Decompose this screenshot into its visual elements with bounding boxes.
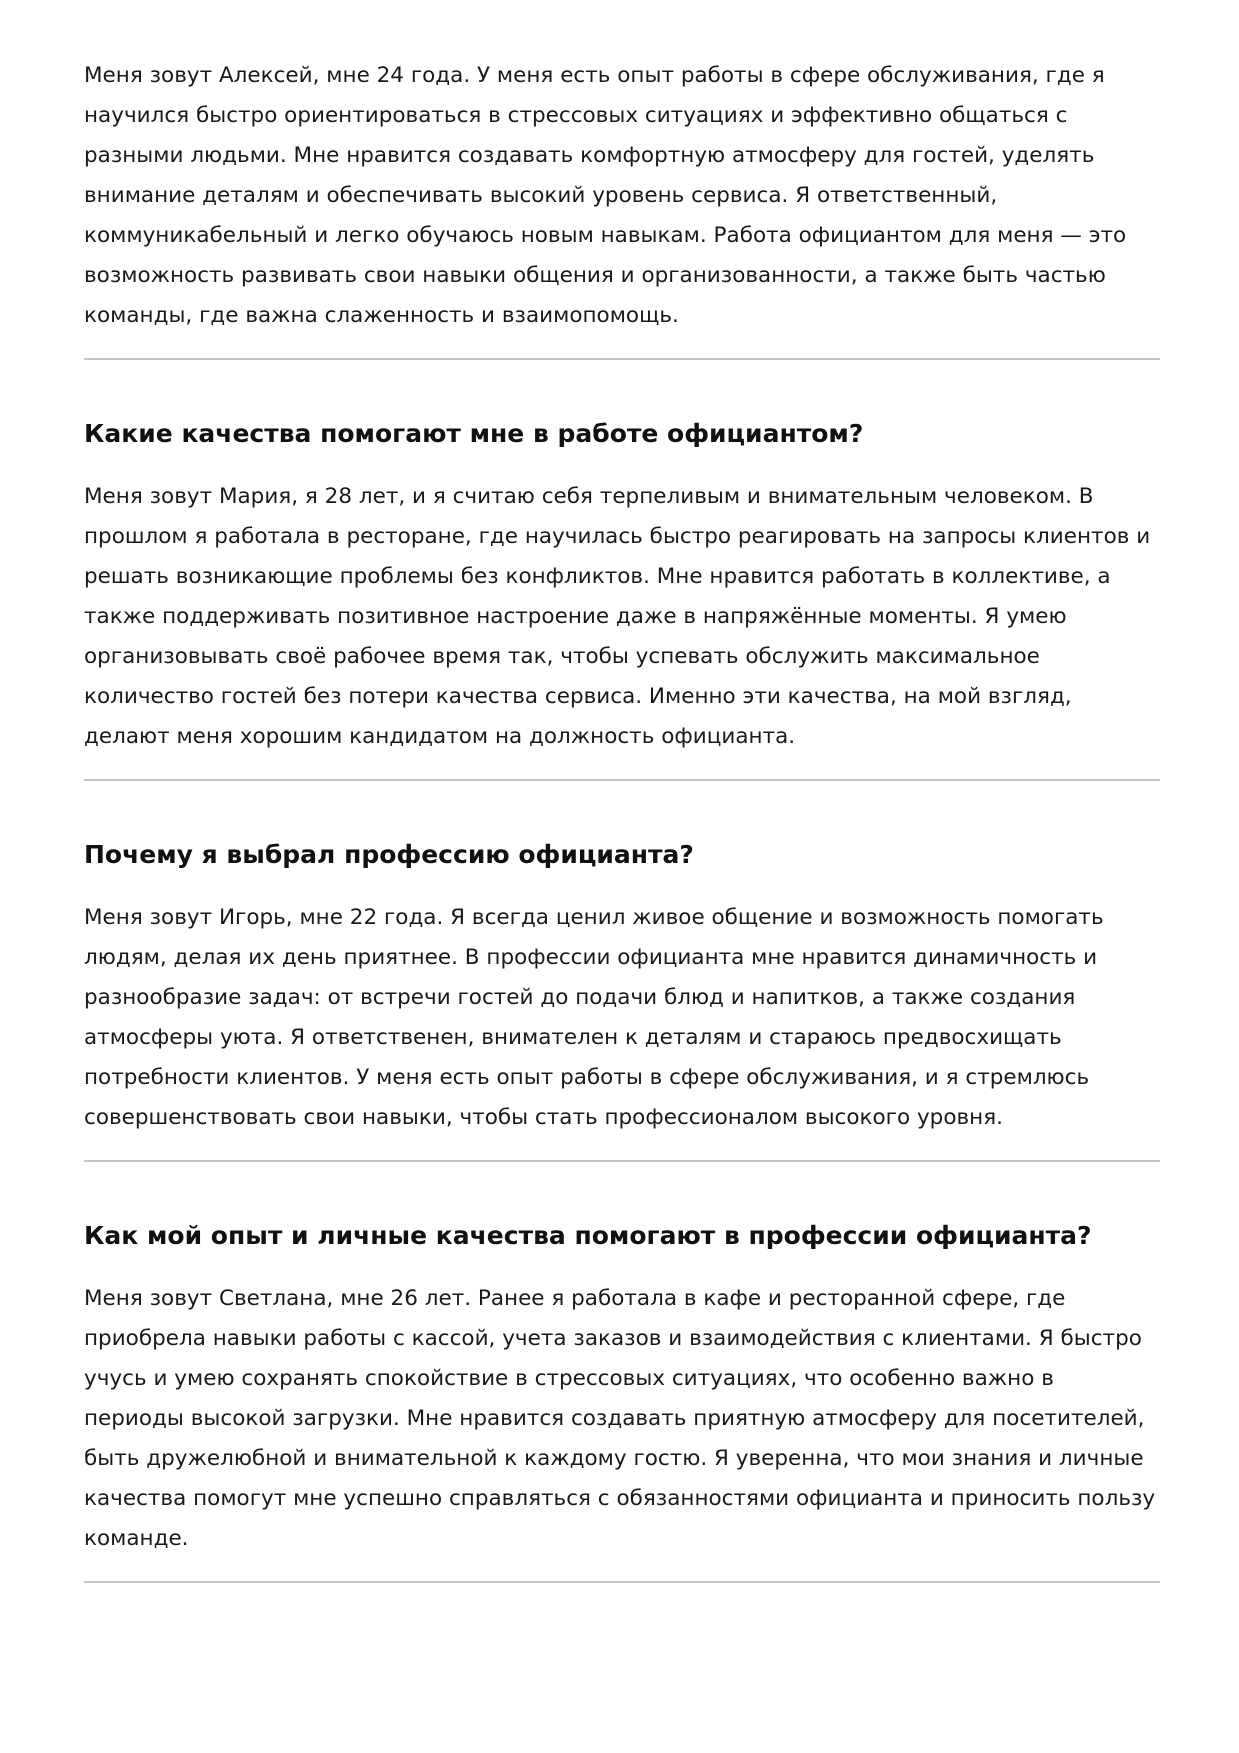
section-divider	[84, 1581, 1160, 1583]
section-why-profession	[84, 838, 1160, 1162]
section-paragraph: Меня зовут Игорь, мне 22 года. Я всегда ценил живое общение и возможность помогать людям, делая их день приятнее. В профессии официанта мне нравится динамичность и разнообразие задач: от встречи гостей до подачи блюд и напитков, а также создания атмосферы уюта. Я ответственен, внимателен к деталям и стараюсь предвосхищать потребности клиентов. У меня есть опыт работы в сфере обслуживания, и я стремлюсь совершенствовать свои навыки, чтобы стать профессионалом высокого уровня.	[84, 905, 1104, 1130]
section-experience	[84, 1219, 1160, 1583]
section-paragraph: Меня зовут Светлана, мне 26 лет. Ранее я работала в кафе и ресторанной сфере, где приобрела навыки работы с кассой, учета заказов и взаимодействия с клиентами. Я быстро учусь и умею сохранять спокойствие в стрессовых ситуациях, что особенно важно в периоды высокой загрузки. Мне нравится создавать приятную атмосферу для посетителей, быть дружелюбной и внимательной к каждому гостю. Я уверенна, что мои знания и личные качества помогут мне успешно справляться с обязанностями официанта и приносить пользу команде.	[84, 1286, 1156, 1551]
document-content	[84, 56, 1160, 1583]
section-qualities	[84, 417, 1160, 781]
section-divider	[84, 358, 1160, 360]
section-divider	[84, 1160, 1160, 1162]
section-heading: Почему я выбрал профессию официанта?	[84, 840, 694, 869]
section-paragraph: Меня зовут Мария, я 28 лет, и я считаю себя терпеливым и внимательным человеком. В прошлом я работала в ресторане, где научилась быстро реагировать на запросы клиентов и решать возникающие проблемы без конфликтов. Мне нравится работать в коллективе, а также поддерживать позитивное настроение даже в напряжённые моменты. Я умею организовывать своё рабочее время так, чтобы успевать обслужить максимальное количество гостей без потери качества сервиса. Именно эти качества, на мой взгляд, делают меня хорошим кандидатом на должность официанта.	[84, 484, 1151, 749]
section-paragraph: Меня зовут Алексей, мне 24 года. У меня есть опыт работы в сфере обслуживания, где я научился быстро ориентироваться в стрессовых ситуациях и эффективно общаться с разными людьми. Мне нравится создавать комфортную атмосферу для гостей, уделять внимание деталям и обеспечивать высокий уровень сервиса. Я ответственный, коммуникабельный и легко обучаюсь новым навыкам. Работа официантом для меня — это возможность развивать свои навыки общения и организованности, а также быть частью команды, где важна слаженность и взаимопомощь.	[84, 63, 1127, 328]
section-heading: Как мой опыт и личные качества помогают в профессии официанта?	[84, 1221, 1092, 1250]
section-intro	[84, 56, 1160, 360]
section-heading: Какие качества помогают мне в работе официантом?	[84, 419, 864, 448]
section-divider	[84, 779, 1160, 781]
